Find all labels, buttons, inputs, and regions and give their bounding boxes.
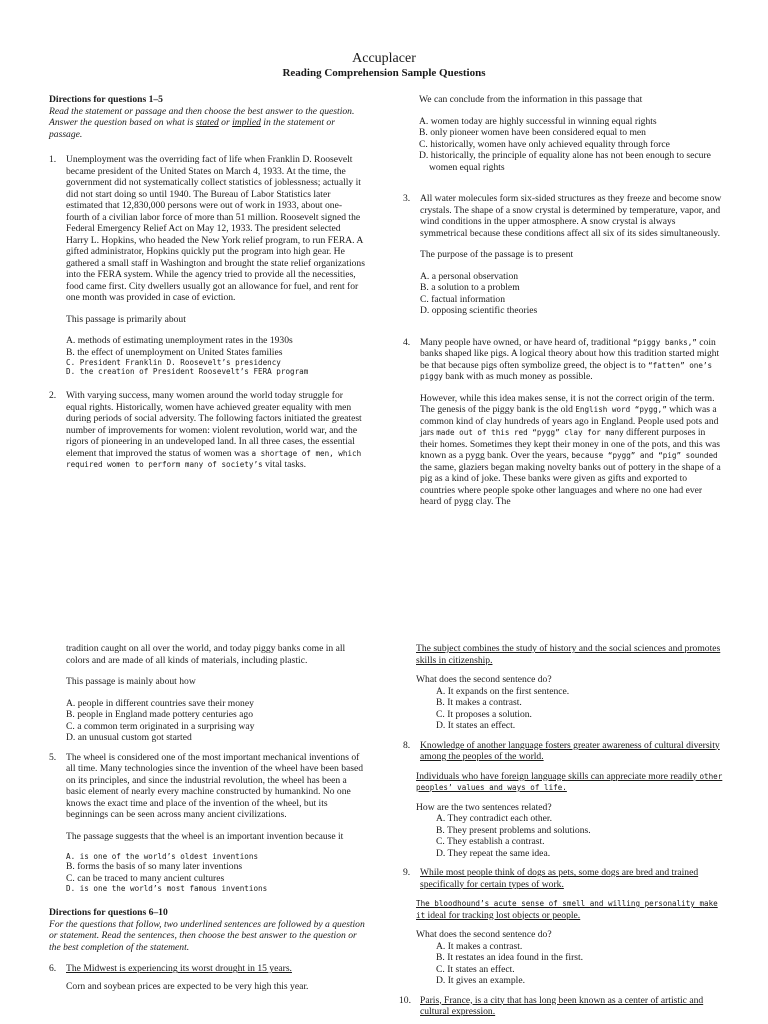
answer-option: D. It states an effect. bbox=[436, 720, 516, 731]
answer-option: A. people in different countries save their money bbox=[66, 697, 254, 709]
column-upper-right bbox=[403, 94, 723, 508]
answer-option: C. historically, women have only achieved equality through force bbox=[419, 138, 670, 150]
answer-option: B. It makes a contrast. bbox=[436, 697, 522, 708]
answer-option: A. is one of the world’s oldest inventions bbox=[66, 852, 259, 861]
question-1 bbox=[49, 154, 365, 304]
document-title: Accuplacer bbox=[352, 51, 416, 66]
question-9 bbox=[403, 867, 723, 890]
answer-option: D. an unusual custom got started bbox=[66, 732, 192, 743]
answer-option: C. It states an effect. bbox=[436, 963, 515, 975]
question-4-passage-p1: Many people have owned, or have heard of, traditional “piggy banks,” coin banks shaped like pigs. A logical theory about how this tradition started might be that because pigs often symbolize greed, the object is to “fatten” one’s piggy bank with as much money as possible. bbox=[420, 336, 720, 382]
directions-2-heading: Directions for questions 6–10 bbox=[49, 907, 168, 919]
question-5-prompt: The passage suggests that the wheel is an important invention because it bbox=[66, 830, 344, 842]
question-8 bbox=[403, 740, 723, 763]
answer-option: D. the creation of President Roosevelt’s FERA program bbox=[66, 367, 309, 377]
answer-option: A. It expands on the first sentence. bbox=[436, 685, 570, 697]
answer-option: D. opposing scientific theories bbox=[420, 305, 538, 316]
question-number: 1. bbox=[49, 154, 57, 165]
question-4 bbox=[403, 337, 723, 508]
answer-option: A. They contradict each other. bbox=[436, 813, 552, 824]
answer-option: A. a personal observation bbox=[420, 270, 519, 282]
answer-option: D. historically, the principle of equality alone has not been enough to secure women equal rights bbox=[419, 150, 711, 173]
answer-option: B. They present problems and solutions. bbox=[436, 824, 591, 836]
question-8-prompt: How are the two sentences related? bbox=[416, 801, 552, 813]
question-number: 10. bbox=[399, 994, 411, 1006]
question-number: 9. bbox=[403, 867, 411, 878]
question-9-sentence-1: While most people think of dogs as pets, some dogs are bred and trained specifically for certain types of work. bbox=[420, 867, 699, 890]
answer-option: C. It proposes a solution. bbox=[436, 708, 532, 720]
question-6-sentence-2: Corn and soybean prices are expected to be very high this year. bbox=[66, 980, 309, 992]
question-4-options bbox=[49, 698, 365, 744]
question-9-sentence-2: The bloodhound’s acute sense of smell and willing personality make it ideal for tracking lost objects or people. bbox=[416, 899, 718, 921]
question-3 bbox=[403, 193, 723, 239]
question-8-sentence-1: Knowledge of another language fosters greater awareness of cultural diversity among the peoples of the world. bbox=[420, 739, 720, 762]
question-5-passage: The wheel is considered one of the most important mechanical inventions of all time. Many technologies since the invention of the wheel have been based on its principles, and since the industrial revolution, the wheel has been a basic element of nearly every machine constructed by humankind. No one knows the exact time and place of the invention of the wheel, but its beginnings can be seen across many ancient civilizations. bbox=[66, 751, 364, 820]
question-6-sentence-1: The Midwest is experiencing its worst drought in 15 years. bbox=[66, 963, 292, 975]
question-6 bbox=[49, 963, 365, 992]
question-3-passage: All water molecules form six-sided structures as they freeze and become snow crystals. The shape of a snow crystal is determined by temperature, vapor, and wind conditions in the upper atmosphere. A snow crystal is always symmetrical because these conditions affect all six of its sides simultaneously. bbox=[420, 193, 722, 239]
question-1-passage: Unemployment was the overriding fact of life when Franklin D. Roosevelt became president of the United States on March 4, 1933. At the time, the government did not systematically collect statistics of joblessness; actually it did not start doing so until 1940. The Bureau of Labor Statistics later estimated that 12,830,000 persons were out of work in 1933, about one-fourth of a civilian labor force of more than 51 million. Roosevelt signed the Federal Emergency Relief Act on May 12, 1933. The president selected Harry L. Hopkins, who headed the New York relief program, to run FERA. A gifted administrator, Hopkins quickly put the program into high gear. He gathered a small staff in Washington and brought the state relief organizations into the FERA system. While the agency tried to provide all the necessities, food came first. City dwellers usually got an allowance for fuel, and rent for one month was provided in case of eviction. bbox=[66, 154, 365, 303]
directions-1-heading: Directions for questions 1–5 bbox=[49, 94, 163, 105]
answer-option: C. can be traced to many ancient cultures bbox=[66, 872, 225, 884]
answer-option: C. They establish a contrast. bbox=[436, 836, 545, 847]
question-8-sentence-2: Individuals who have foreign language skills can appreciate more readily other peoples’ values and ways of life. bbox=[416, 770, 723, 792]
column-upper-left bbox=[49, 94, 365, 471]
answer-option: D. They repeat the same idea. bbox=[436, 847, 551, 859]
question-number: 8. bbox=[403, 739, 411, 751]
question-2-passage: With varying success, many women around the world today struggle for equal rights. Historically, women have achieved greater equality with men during periods of social adversity. The following factors initiated the greatest number of improvements for women: violent revolution, world war, and the rigors of pioneering in an undeveloped land. In all three cases, the essential element that improved the status of women was a shortage of men, which required women to perform many of society’s vital tasks. bbox=[66, 390, 362, 471]
question-4-passage-p2: However, while this idea makes sense, it is not the correct origin of the term. The genesis of the piggy bank is the old English word “pygg,” which was a common kind of clay hundreds of years ago in England. People used pots and jars made out of this red “pygg” clay for many different purposes in their homes. Sometimes they kept their money in one of the pots, and this was known as a pygg bank. Over the years, because “pygg” and “pig” sounded the same, glaziers began making novelty banks out of pottery in the shape of a pig as a kind of joke. These banks were given as gifts and exported to countries where people spoke other languages and where no one had ever heard of pygg clay. The bbox=[420, 392, 721, 507]
answer-option: C. a common term originated in a surprising way bbox=[66, 720, 255, 732]
question-5 bbox=[49, 752, 365, 821]
question-7-sentence-2: The subject combines the study of history and the social sciences and promotes skills in citizenship. bbox=[416, 643, 721, 666]
answer-option: B. It restates an idea found in the first. bbox=[436, 952, 584, 963]
answer-option: D. is one the world’s most famous inventions bbox=[66, 884, 268, 894]
answer-option: A. methods of estimating unemployment rates in the 1930s bbox=[66, 335, 293, 346]
answer-option: B. a solution to a problem bbox=[420, 282, 520, 293]
answer-option: B. the effect of unemployment on United States families bbox=[66, 346, 283, 358]
answer-option: C. factual information bbox=[420, 293, 505, 305]
answer-option: D. It gives an example. bbox=[436, 975, 525, 986]
question-1-options bbox=[49, 335, 365, 376]
question-7-options bbox=[403, 686, 723, 732]
column-lower-right bbox=[399, 643, 723, 1018]
answer-option: C. President Franklin D. Roosevelt’s presidency bbox=[66, 358, 281, 367]
question-3-options bbox=[403, 271, 723, 317]
answer-option: B. only pioneer women have been considered equal to men bbox=[419, 127, 646, 138]
document-subtitle: Reading Comprehension Sample Questions bbox=[282, 67, 486, 79]
question-9-prompt: What does the second sentence do? bbox=[416, 929, 552, 940]
question-3-prompt: The purpose of the passage is to present bbox=[420, 249, 574, 260]
question-9-options bbox=[403, 941, 723, 987]
answer-option: A. It makes a contrast. bbox=[436, 940, 523, 952]
question-number: 5. bbox=[49, 751, 57, 763]
question-number: 3. bbox=[403, 193, 411, 204]
question-4-prompt: This passage is mainly about how bbox=[66, 676, 196, 687]
directions-2-text: For the questions that follow, two underlined sentences are followed by a question or statement. Read the sentences, then choose the best answer to the question or the best completion of the statement. bbox=[49, 918, 365, 953]
question-10-sentence-1: Paris, France, is a city that has long been known as a center of artistic and cultural expression. bbox=[420, 994, 704, 1017]
question-8-options bbox=[403, 813, 723, 859]
question-5-options bbox=[49, 852, 365, 893]
question-number: 6. bbox=[49, 963, 57, 975]
question-10 bbox=[399, 994, 723, 1018]
answer-option: B. forms the basis of so many later inventions bbox=[66, 861, 243, 873]
question-7-prompt: What does the second sentence do? bbox=[416, 674, 552, 685]
column-lower-left bbox=[49, 643, 365, 992]
question-2 bbox=[49, 390, 365, 471]
question-1-prompt: This passage is primarily about bbox=[66, 313, 186, 325]
question-4-passage-p3: tradition caught on all over the world, and today piggy banks come in all colors and are made of all kinds of materials, including plastic. bbox=[66, 643, 346, 666]
question-number: 4. bbox=[403, 336, 411, 348]
question-number: 2. bbox=[49, 390, 57, 402]
answer-option: B. people in England made pottery centuries ago bbox=[66, 709, 254, 720]
question-2-prompt: We can conclude from the information in this passage that bbox=[419, 94, 643, 105]
answer-option: A. women today are highly successful in winning equal rights bbox=[419, 115, 657, 127]
directions-1-text: Read the statement or passage and then choose the best answer to the question. Answer the question based on what is stated or implied in the statement or passage. bbox=[49, 105, 355, 140]
question-2-options bbox=[403, 116, 723, 174]
